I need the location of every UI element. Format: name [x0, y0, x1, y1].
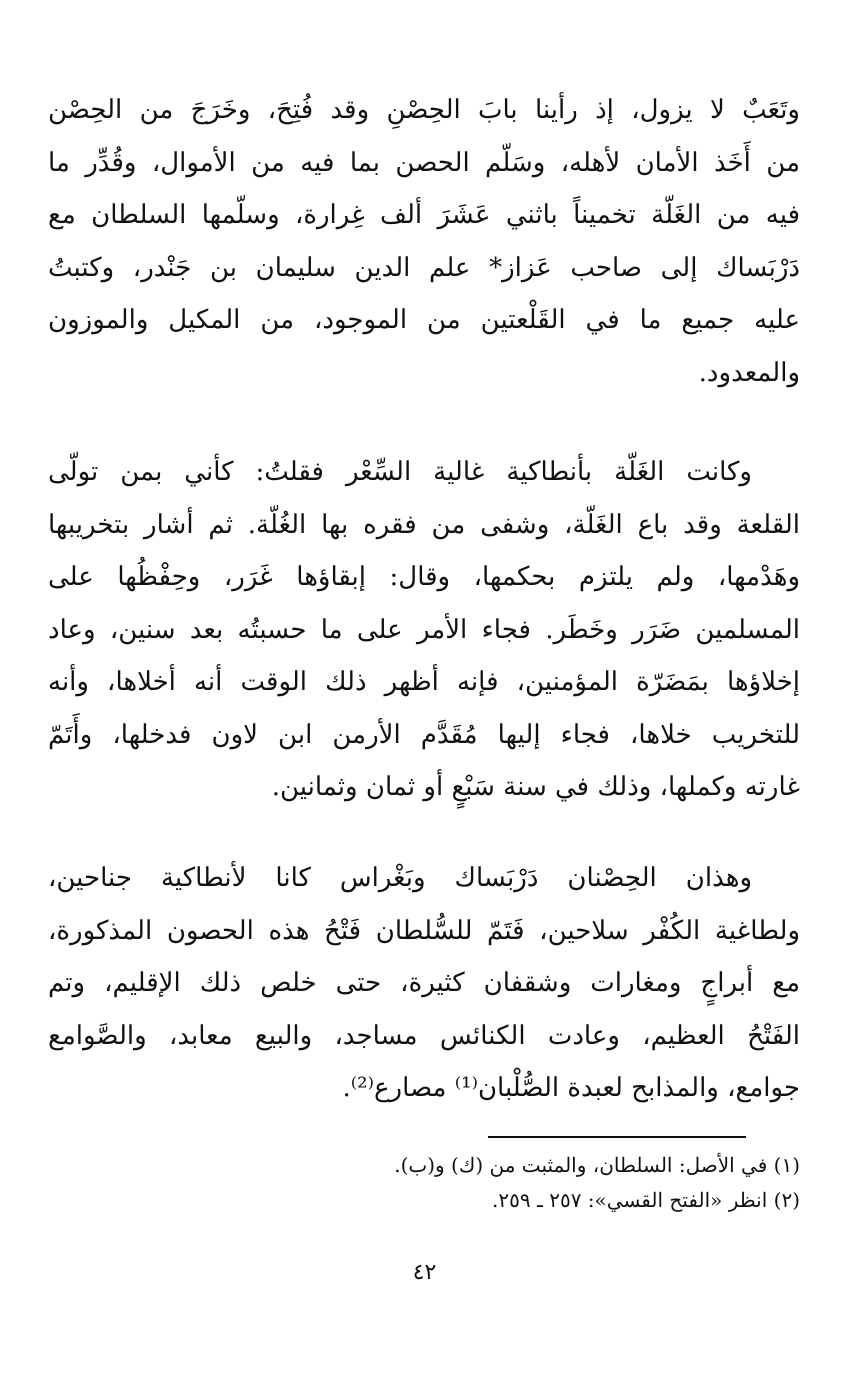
footnotes	[48, 1148, 800, 1218]
text-line: والمعدود.	[698, 357, 800, 388]
text-line: للتخريب خلاها، فجاء إليها مُقَدَّم الأرمن ابن لاون فدخلها، وأَتَمّ	[48, 719, 800, 750]
paragraph-2	[48, 446, 800, 814]
footnote-divider	[488, 1136, 746, 1138]
text-line: دَرْبَساك إلى صاحب عَزاز* علم الدين سليمان بن جَنْدر، وكتبتُ	[48, 252, 800, 283]
page-number: ٤٢	[412, 1260, 437, 1285]
text-line: عليه جميع ما في القَلْعتين من الموجود، من المكيل والموزون	[48, 305, 800, 335]
text-line: وهذان الحِصْنان دَرْبَساك وبَغْراس كانا لأنطاكية جناحين،	[48, 863, 752, 893]
text-line: الفَتْحُ العظيم، وعادت الكنائس مساجد، والبيع معابد، والصَّوامع	[48, 1020, 800, 1051]
text-line: إخلاؤها بمَضَرّة المؤمنين، فإنه أظهر ذلك الوقت أنه أخلاها، وأنه	[48, 667, 800, 697]
text-line: وهَدْمها، ولم يلتزم بحكمها، وقال: إبقاؤها غَرَر، وحِفْظُها على	[48, 562, 800, 592]
text-line: وتَعَبٌ لا يزول، إذ رأينا بابَ الحِصْنِ وقد فُتِحَ، وخَرَجَ من الحِصْن	[48, 95, 800, 125]
text-line: المسلمين ضَرَر وخَطَر. فجاء الأمر على ما حسبتُه بعد سنين، وعاد	[48, 614, 800, 645]
paragraph-1	[48, 84, 800, 399]
text-line: القلعة وقد باع الغَلّة، وشفى من فقره بها الغُلّة. ثم أشار بتخريبها	[48, 509, 800, 540]
text-line: من أَخَذ الأمان لأهله، وسَلّم الحصن بما فيه من الأموال، وقُدِّر ما	[48, 147, 800, 178]
text-line: فيه من الغَلّة تخميناً باثني عَشَرَ ألف غِرارة، وسلّمها السلطان مع	[48, 200, 800, 230]
paragraph-3	[48, 852, 800, 1115]
text-line: جوامع، والمذابح لعبدة الصُّلْبان⁽¹⁾ مصارع⁽²⁾.	[342, 1073, 800, 1103]
footnote-item: (٢) انظر «الفتح القسي»: ٢٥٧ ـ ٢٥٩.	[492, 1188, 800, 1212]
text-line: وكانت الغَلّة بأنطاكية غالية السِّعْر فقلتُ: كأني بمن تولّى	[48, 457, 752, 487]
footnote-item: (١) في الأصل: السلطان، والمثبت من (ك) و(ب).	[394, 1153, 800, 1177]
text-line: مع أبراجٍ ومغارات وشقفان كثيرة، حتى خلص ذلك الإقليم، وتم	[48, 968, 800, 998]
text-line: ولطاغية الكُفْر سلاحين، فَتَمّ للسُّلطان فَتْحُ هذه الحصون المذكورة،	[48, 915, 800, 946]
text-line: غارته وكملها، وذلك في سنة سَبْعٍ أو ثمان وثمانين.	[271, 772, 800, 802]
